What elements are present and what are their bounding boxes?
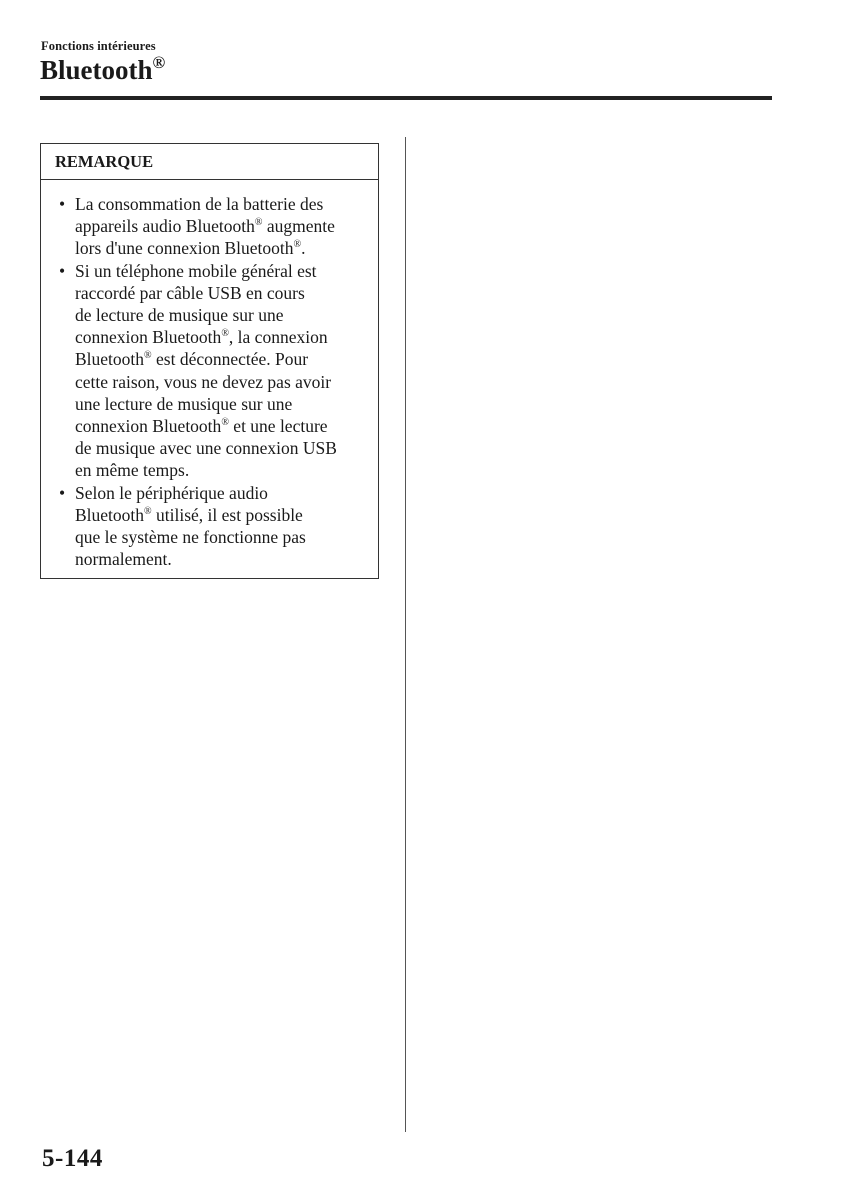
- note-text: Selon le périphérique audio: [75, 482, 268, 503]
- note-text: utilisé, il est possible: [151, 504, 303, 525]
- note-heading: REMARQUE: [41, 144, 378, 180]
- bullet-icon: •: [59, 482, 66, 503]
- note-line: [75, 260, 370, 282]
- note-list: [41, 180, 378, 570]
- note-line: [75, 526, 370, 548]
- note-line: [75, 393, 370, 415]
- note-line: [75, 326, 370, 348]
- registered-mark: ®: [152, 53, 166, 72]
- title-rule: [40, 96, 772, 100]
- note-text: Bluetooth: [75, 349, 145, 370]
- note-line: [75, 482, 370, 504]
- note-text: cette raison, vous ne devez pas avoir: [75, 371, 332, 392]
- note-line: [75, 371, 370, 393]
- registered-mark: ®: [221, 417, 229, 429]
- registered-mark: ®: [144, 350, 152, 362]
- note-text: normalement.: [75, 549, 172, 570]
- bullet-icon: •: [59, 194, 66, 214]
- page-number: 5-144: [42, 1145, 103, 1172]
- registered-mark: ®: [293, 239, 302, 251]
- note-text: de musique avec une connexion USB: [75, 438, 337, 459]
- note-line: [75, 193, 370, 215]
- note-line: [75, 282, 370, 304]
- note-text: et une lecture: [228, 416, 328, 437]
- note-text: connexion Bluetooth: [75, 327, 222, 348]
- note-text: Bluetooth: [75, 504, 145, 525]
- page-title: [40, 54, 165, 86]
- note-item: [55, 193, 370, 260]
- note-line: [75, 415, 370, 437]
- page-title-text: Bluetooth: [40, 55, 153, 85]
- note-text: La consommation de la batterie des: [75, 194, 324, 214]
- note-text: est déconnectée. Pour: [151, 349, 309, 370]
- note-text: , la connexion: [228, 327, 328, 348]
- note-line: [75, 237, 370, 259]
- column-divider: [405, 137, 406, 1132]
- note-line: [75, 437, 370, 459]
- note-text: en même temps.: [75, 460, 190, 481]
- note-line: [75, 459, 370, 481]
- registered-mark: ®: [221, 328, 229, 340]
- registered-mark: ®: [254, 217, 263, 229]
- note-line: [75, 348, 370, 370]
- note-text: Si un téléphone mobile général est: [75, 260, 317, 281]
- note-text: .: [301, 238, 306, 259]
- note-item: [55, 260, 370, 482]
- section-label: Fonctions intérieures: [41, 39, 156, 53]
- registered-mark: ®: [144, 505, 152, 517]
- note-text: lors d'une connexion Bluetooth: [75, 238, 294, 259]
- note-item: [55, 482, 370, 571]
- note-line: [75, 215, 370, 237]
- note-text: une lecture de musique sur une: [75, 393, 293, 414]
- note-text: raccordé par câble USB en cours: [75, 282, 305, 303]
- note-text: que le système ne fonctionne pas: [75, 527, 306, 548]
- bullet-icon: •: [59, 260, 66, 281]
- note-line: [75, 548, 370, 570]
- note-text: connexion Bluetooth: [75, 416, 222, 437]
- note-line: [75, 304, 370, 326]
- note-line: [75, 504, 370, 526]
- note-text: appareils audio Bluetooth: [75, 216, 255, 237]
- note-text: augmente: [262, 216, 335, 237]
- note-text: de lecture de musique sur une: [75, 305, 284, 326]
- note-box: [40, 143, 379, 579]
